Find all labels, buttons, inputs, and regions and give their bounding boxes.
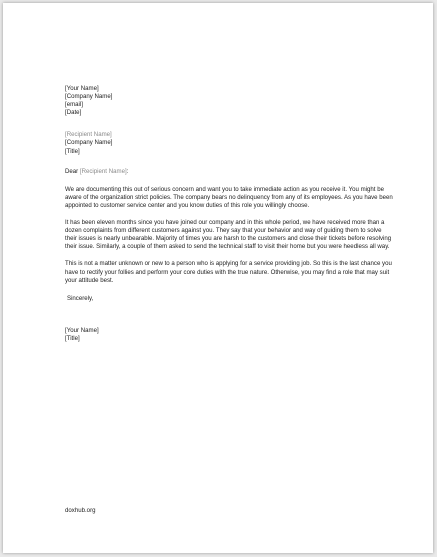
recipient-name: [Recipient Name]: [65, 131, 112, 139]
footer-source: doxhub.org: [65, 507, 96, 514]
signature-block: [65, 327, 395, 343]
salutation: [65, 168, 395, 176]
sender-block: [65, 85, 395, 117]
paragraph-1: We are documenting this out of serious concern and want you to take immediate action as you receive it. You might be aware of the organization strict policies. The company bears no delinquency from any of its employees. As you have been appointed to customer service center and you know duties of this role you willingly choose.: [65, 185, 393, 209]
salutation-prefix: Dear: [65, 167, 80, 175]
sender-company: [Company Name]: [65, 93, 113, 101]
salutation-suffix: :: [126, 167, 129, 175]
recipient-block: [65, 131, 395, 155]
closing: Sincerely,: [67, 294, 94, 302]
paragraph-3: This is not a matter unknown or new to a person who is applying for a service providing job. So this is the last chance you have to rectify your follies and perform your core duties with the true nature. Otherwise, you may find a role that may suit your attitude best.: [65, 260, 392, 284]
signature-title: [Title]: [65, 334, 80, 342]
sender-email: [email]: [65, 101, 83, 109]
letter-date: [Date]: [65, 109, 82, 117]
recipient-title: [Title]: [65, 147, 80, 155]
letter-body: [65, 85, 395, 343]
salutation-name: [Recipient Name]: [79, 167, 127, 175]
paragraph-2: It has been eleven months since you have joined our company and in this whole period, we have received more than a dozen complaints from different customers against you. They say that your behavior and way of guiding them to solve their issues is nearly unbearable. Majority of times you are harsh to the customers and close their tickets before resolving their issue. Similarly, a couple of them asked to send the technical staff to visit their home but you were heedless all way.: [65, 219, 392, 251]
sender-name: [Your Name]: [65, 85, 99, 92]
signature-name: [Your Name]: [65, 326, 99, 334]
recipient-company: [Company Name]: [65, 139, 113, 147]
document-page: [3, 3, 433, 553]
